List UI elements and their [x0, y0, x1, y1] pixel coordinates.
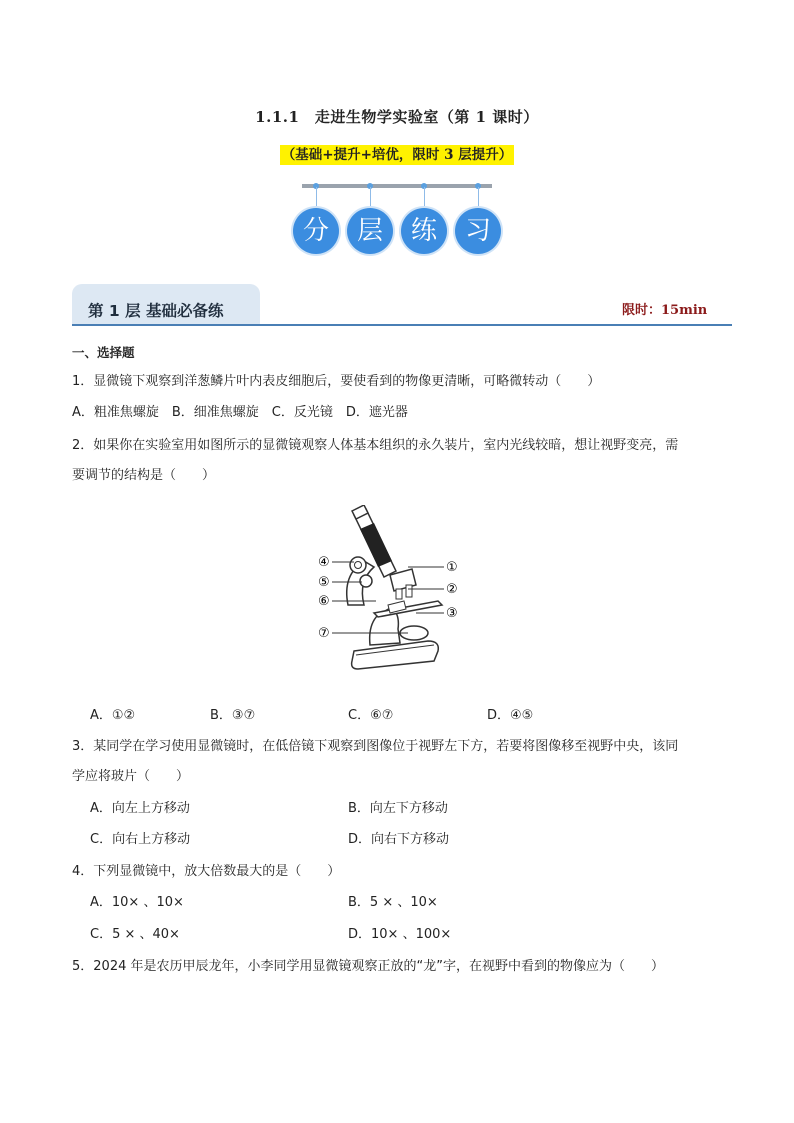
q2-stem-line2: 要调节的结构是（ ）: [72, 468, 216, 483]
rail-stem: [424, 187, 425, 207]
rail-stem: [316, 187, 317, 207]
q4-option-d: D．10× 、100×: [348, 927, 452, 942]
badge-rail: [302, 184, 492, 188]
section-tab-label: 第 1 层 基础必备练: [88, 302, 224, 320]
section-rule: [72, 324, 732, 326]
badge-xi: 习: [455, 208, 501, 254]
rail-stem: [370, 187, 371, 207]
q4-option-a: A．10× 、10×: [90, 895, 184, 910]
q3-option-c: C．向右上方移动: [90, 832, 191, 847]
label-2: ②: [446, 582, 458, 597]
q2-option-c: C．⑥⑦: [348, 708, 394, 723]
label-4: ④: [318, 555, 330, 570]
q3-option-d: D．向右下方移动: [348, 832, 450, 847]
q2-stem-line1: 2．如果你在实验室用如图所示的显微镜观察人体基本组织的永久装片，室内光线较暗，想让视野变亮，需: [72, 438, 679, 453]
q3-option-a: A．向左上方移动: [90, 801, 190, 816]
q3-stem-line1: 3．某同学在学习使用显微镜时，在低倍镜下观察到图像位于视野左下方，若要将图像移至视野中央，该同: [72, 739, 679, 754]
q2-option-d: D．④⑤: [487, 708, 534, 723]
q2-option-a: A．①②: [90, 708, 136, 723]
time-limit: 限时：15min: [622, 303, 708, 318]
part-heading: 一、选择题: [72, 345, 135, 360]
subtitle-highlight: （基础+提升+培优，限时 3 层提升）: [281, 147, 513, 163]
badge-ceng: 层: [347, 208, 393, 254]
q2-option-b: B．③⑦: [210, 708, 256, 723]
q3-stem-line2: 学应将玻片（ ）: [72, 769, 190, 784]
q4-option-c: C．5 × 、40×: [90, 927, 180, 942]
rail-stem: [478, 187, 479, 207]
q4-option-b: B．5 × 、10×: [348, 895, 438, 910]
label-1: ①: [446, 560, 458, 575]
badge-lian: 练: [401, 208, 447, 254]
microscope-figure: [308, 505, 468, 673]
label-6: ⑥: [318, 594, 330, 609]
page-subtitle: [0, 143, 794, 163]
q4-stem: 4．下列显微镜中，放大倍数最大的是（ ）: [72, 864, 341, 879]
label-7: ⑦: [318, 626, 330, 641]
q3-option-b: B．向左下方移动: [348, 801, 448, 816]
badge-fen: 分: [293, 208, 339, 254]
page-title: 1.1.1 走进生物学实验室（第 1 课时）: [255, 108, 539, 126]
q1-options: A．粗准焦螺旋 B．细准焦螺旋 C．反光镜 D．遮光器: [72, 405, 408, 420]
label-3: ③: [446, 606, 458, 621]
q5-stem: 5．2024 年是农历甲辰龙年，小李同学用显微镜观察正放的“龙”字，在视野中看到的物像应为（ ）: [72, 959, 664, 974]
q1-stem: 1．显微镜下观察到洋葱鳞片叶内表皮细胞后，要使看到的物像更清晰，可略微转动（ ）: [72, 374, 601, 389]
label-5: ⑤: [318, 575, 330, 590]
